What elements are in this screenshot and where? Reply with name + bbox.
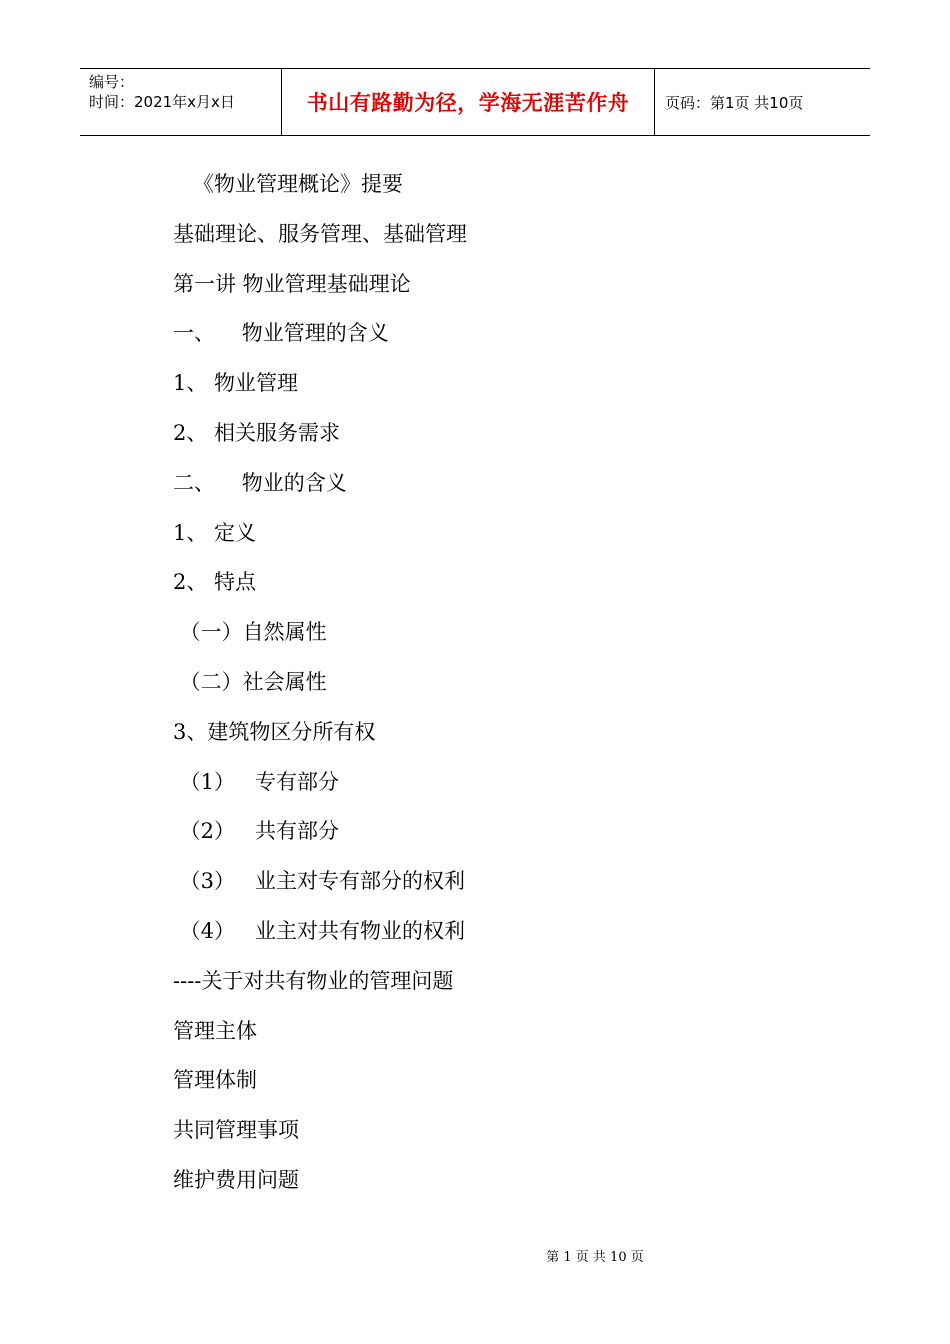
sub-item: （二）社会属性 [173,669,327,694]
sub-item: （3） 业主对专有部分的权利 [173,869,466,894]
sub-item: （一）自然属性 [173,620,327,645]
list-item: 1、 定义 [173,520,257,545]
text-line: 维护费用问题 [173,1167,299,1192]
document-title: 《物业管理概论》提要 [173,172,404,196]
lecture-heading: 第一讲 物业管理基础理论 [173,271,411,296]
document-body [173,166,833,1212]
sub-item: （4） 业主对共有物业的权利 [173,918,466,943]
header-motto: 书山有路勤为径，学海无涯苦作舟 [282,69,655,135]
section-heading: 二、 物业的含义 [173,470,347,495]
text-line: 共同管理事项 [173,1118,299,1143]
document-time: 时间：2021年x月x日 [89,93,235,111]
text-line: 管理主体 [173,1018,257,1043]
text-line: 基础理论、服务管理、基础管理 [173,221,467,246]
header-page-info: 页码：第1页 共10页 [665,93,804,112]
section-heading: 一、 物业管理的含义 [173,321,389,346]
list-item: 2、 特点 [173,570,257,595]
header-meta [80,69,282,135]
text-line: ----关于对共有物业的管理问题 [173,968,454,993]
sub-item: （2） 共有部分 [173,819,340,844]
list-item: 3、建筑物区分所有权 [173,719,376,744]
page-footer: 第 1 页 共 10 页 [546,1250,644,1265]
sub-item: （1） 专有部分 [173,769,340,794]
page-header [80,68,870,136]
list-item: 1、 物业管理 [173,371,299,396]
text-line: 管理体制 [173,1068,257,1093]
document-number: 编号： [89,73,135,91]
list-item: 2、 相关服务需求 [173,420,341,445]
